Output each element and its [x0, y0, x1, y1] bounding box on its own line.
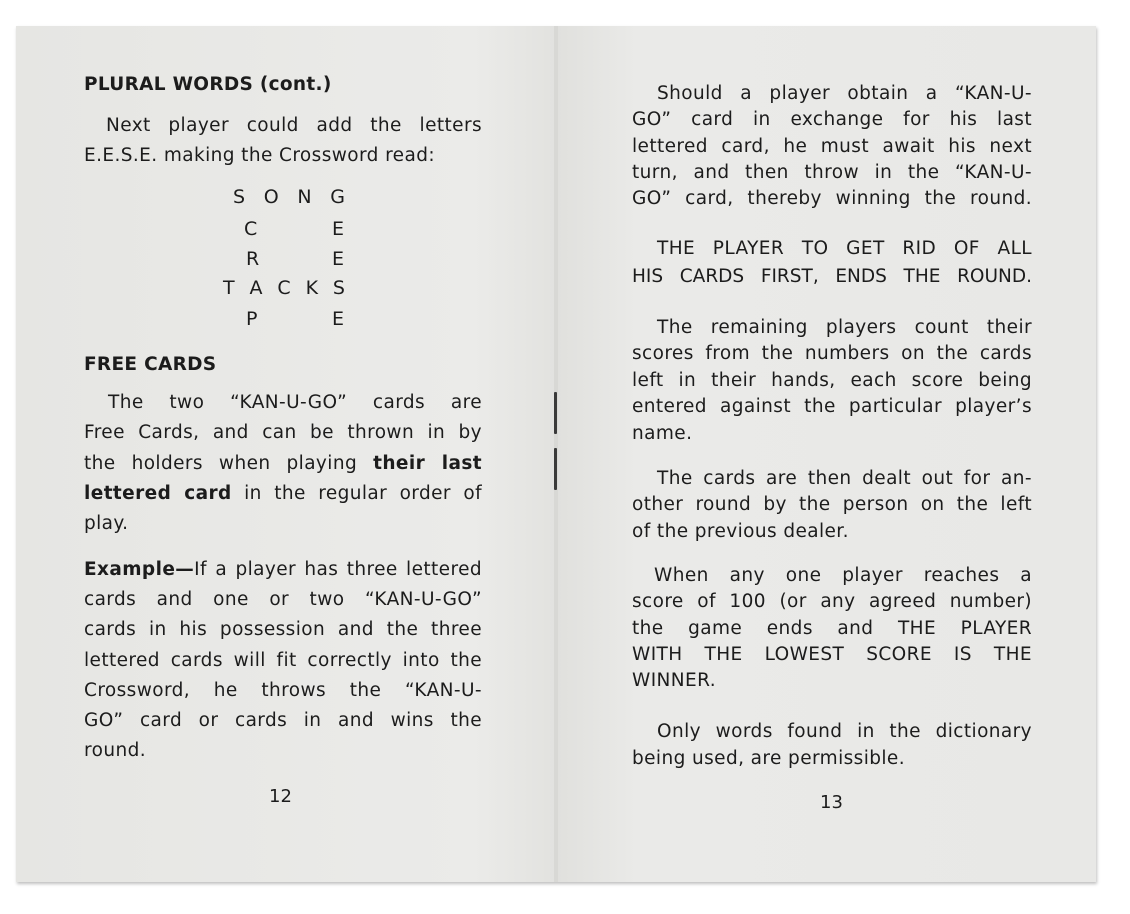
- example-line-2: cards and one or two “KAN-U-GO”: [84, 589, 482, 610]
- p2-line-1: THE PLAYER TO GET RID OF ALL: [657, 238, 1032, 259]
- crossword-letter: C: [244, 218, 258, 240]
- free-text-line-3: the holders when playing their last: [84, 453, 482, 474]
- p1-line-1: Should a player obtain a “KAN-U-: [657, 83, 1032, 104]
- right-page: [556, 26, 1096, 882]
- p6-line-2: being used, are permissible.: [632, 748, 905, 769]
- page-number-13: 13: [820, 792, 843, 813]
- free-text-line-1: The two “KAN-U-GO” cards are: [108, 392, 482, 413]
- crossword-letter: E: [332, 218, 345, 240]
- left-page: [16, 26, 556, 882]
- crossword-letter: E: [332, 308, 345, 330]
- p3-line-4: entered against the particular player’s: [632, 396, 1032, 417]
- p1-line-5: GO” card, thereby winning the round.: [632, 188, 1032, 209]
- staple-top: [554, 392, 557, 434]
- p2-line-2: HIS CARDS FIRST, ENDS THE ROUND.: [632, 266, 1032, 287]
- booklet-spread: [16, 26, 1096, 882]
- p3-line-5: name.: [632, 423, 693, 444]
- p5-line-1: When any one player reaches a: [654, 565, 1032, 586]
- example-line-7: round.: [84, 740, 146, 761]
- crossword-letter: R: [246, 248, 260, 270]
- p3-line-1: The remaining players count their: [657, 317, 1032, 338]
- p5-line-4: WITH THE LOWEST SCORE IS THE: [632, 644, 1032, 665]
- example-line-4: lettered cards will fit correctly into the: [84, 650, 482, 671]
- example-line-6: GO” card or cards in and wins the: [84, 710, 482, 731]
- p5-line-2: score of 100 (or any agreed number): [632, 591, 1032, 612]
- p1-line-3: lettered card, he must await his next: [632, 136, 1032, 157]
- p5-line-5: WINNER.: [632, 670, 716, 691]
- crossword-row-tacks: T A C K S: [223, 277, 345, 299]
- crossword-letter: P: [246, 308, 258, 330]
- free-text-line-4: lettered card in the regular order of: [84, 483, 482, 504]
- staple-bottom: [554, 448, 557, 490]
- p1-line-2: GO” card in exchange for his last: [632, 109, 1032, 130]
- page-number-12: 12: [269, 786, 292, 807]
- plural-text-line-2: E.E.S.E. making the Crossword read:: [84, 145, 435, 166]
- p5-line-3: the game ends and THE PLAYER: [632, 618, 1032, 639]
- p3-line-2: scores from the numbers on the cards: [632, 343, 1032, 364]
- plural-text-line-1: Next player could add the letters: [106, 115, 482, 136]
- p4-line-2: other round by the person on the left: [632, 494, 1032, 515]
- p3-line-3: left in their hands, each score being: [632, 370, 1032, 391]
- free-cards-heading: FREE CARDS: [84, 354, 217, 375]
- free-text-line-2: Free Cards, and can be thrown in by: [84, 422, 482, 443]
- p4-line-3: of the previous dealer.: [632, 521, 849, 542]
- plural-words-heading: PLURAL WORDS (cont.): [84, 74, 332, 95]
- p1-line-4: turn, and then throw in the “KAN-U-: [632, 162, 1032, 183]
- example-line-3: cards in his possession and the three: [84, 619, 482, 640]
- p6-line-1: Only words found in the dictionary: [657, 721, 1032, 742]
- free-text-line-5: play.: [84, 513, 129, 534]
- p4-line-1: The cards are then dealt out for an-: [657, 468, 1032, 489]
- crossword-letter: E: [332, 248, 345, 270]
- crossword-row-song: S O N G: [233, 186, 345, 208]
- example-line-1: Example—If a player has three lettered: [84, 559, 482, 580]
- example-line-5: Crossword, he throws the “KAN-U-: [84, 680, 482, 701]
